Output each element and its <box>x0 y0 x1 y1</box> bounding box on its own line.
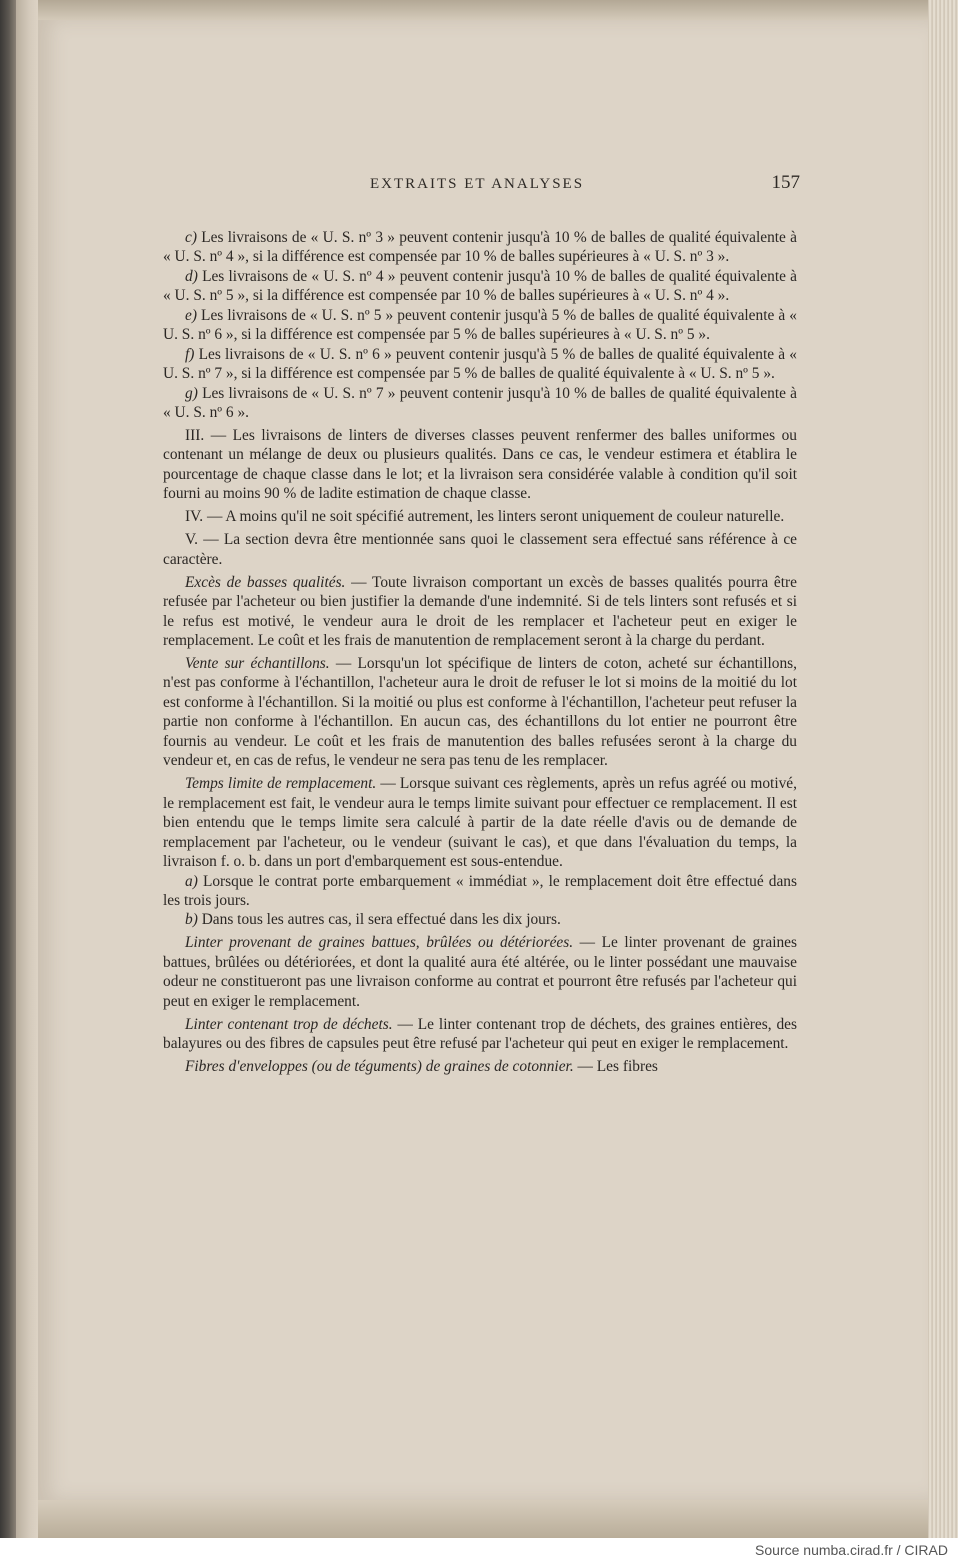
running-head <box>160 172 800 200</box>
book-gutter <box>0 0 16 1538</box>
paragraph-temps-b: b) Dans tous les autres cas, il sera effectué dans les dix jours. <box>185 911 561 929</box>
paragraph-vente: Vente sur échantillons. — Lorsqu'un lot spécifique de linters de coton, acheté sur échantillons, n'est pas conforme à l'échantillon, l'acheteur aura le droit de refuser le lot si moins de la moitié du lot est conforme à l'échantillon. Si la moitié ou plus est conforme à l'échantillon, l'acheteur peut refuser la partie non conforme à l'échantillon. En aucun cas, des échantillons du lot entier ne pourront être fournis au vendeur. Le coût et les frais de manutention des balles refusées seront à la charge du vendeur et, en cas de refus, le vendeur ne sera pas tenu de les remplacer. <box>163 655 797 770</box>
book-spine <box>16 0 38 1538</box>
paragraph-iii: III. — Les livraisons de linters de diverses classes peuvent renfermer des balles uniformes ou contenant un mélange de deux ou plusieurs qualités. Dans ce cas, le vendeur estimera et établira le pourcentage de chaque classe dans le lot; et la livraison sera considérée valable à condition qu'il soit fourni au moins 90 % de ladite estimation de chaque classe. <box>163 427 797 503</box>
paragraph-e: e) Les livraisons de « U. S. nº 5 » peuvent contenir jusqu'à 5 % de balles de qualité équivalente à « U. S. nº 6 », si la différence est compensée par 5 % de balles supérieures à « U. S. nº 5 ». <box>163 306 797 344</box>
paragraph-exces: Excès de basses qualités. — Toute livraison comportant un excès de basses qualités pourra être refusée par l'acheteur ou bien justifier la demande d'une indemnité. Si de tels linters sont refusés et si le refus est motivé, le vendeur aura le droit de les remplacer et l'acheteur peut en exiger le remplacement. Le coût et les frais de manutention de remplacement seront à la charge du perdant. <box>163 573 797 650</box>
paragraph-g: g) Les livraisons de « U. S. nº 7 » peuvent contenir jusqu'à 10 % de balles de qualité équivalente à « U. S. nº 6 ». <box>163 384 797 422</box>
running-title: EXTRAITS ET ANALYSES <box>370 176 585 192</box>
paragraph-fibres: Fibres d'enveloppes (ou de téguments) de graines de cotonnier. — Les fibres <box>185 1058 658 1076</box>
paragraph-iv: IV. — A moins qu'il ne soit spécifié autrement, les linters seront uniquement de couleur naturelle. <box>185 508 785 526</box>
page-bottom-edge <box>38 1500 958 1538</box>
page-stack-edges <box>928 0 958 1538</box>
paragraph-c: c) Les livraisons de « U. S. nº 3 » peuvent contenir jusqu'à 10 % de balles de qualité équivalente à « U. S. nº 4 », si la différence est compensée par 10 % de balles supérieures à « U. S. nº 3 ». <box>163 229 797 266</box>
paragraph-temps: Temps limite de remplacement. — Lorsque suivant ces règlements, après un refus agréé ou motivé, le remplacement est fait, le vendeur aura le temps limite suivant pour effectuer ce remplacement. Il est bien entendu que le temps limite sera calculé à partir de la date réelle d'avis ou de demande de remplacement par l'acheteur, ou le vendeur (suivant le cas), et que dans l'évaluation du temps, la livraison f. o. b. dans un port d'embarquement est sous-entendue. <box>163 775 797 871</box>
page-top-edge <box>38 0 958 22</box>
body-text <box>163 228 797 1077</box>
source-attribution: Source numba.cirad.fr / CIRAD <box>755 1542 948 1558</box>
paragraph-v: V. — La section devra être mentionnée sans quoi le classement sera effectué sans référence à ce caractère. <box>163 531 797 568</box>
paragraph-dechets: Linter contenant trop de déchets. — Le linter contenant trop de déchets, des graines entières, des balayures ou des fibres de capsules peut être refusé par l'acheteur qui peut en exiger le remplacement. <box>163 1015 797 1053</box>
paragraph-f: f) Les livraisons de « U. S. nº 6 » peuvent contenir jusqu'à 5 % de balles de qualité équivalente à « U. S. nº 7 », si la différence est compensée par 5 % de balles de qualité équivalente à « U. S. nº 5 ». <box>163 345 797 383</box>
paragraph-temps-a: a) Lorsque le contrat porte embarquement « immédiat », le remplacement doit être effectué dans les trois jours. <box>163 872 797 909</box>
page-number: 157 <box>771 172 800 193</box>
paragraph-graines: Linter provenant de graines battues, brûlées ou détériorées. — Le linter provenant de graines battues, brûlées ou détériorées, et dont la qualité aura été altérée, ou le linter possédant une mauvaise odeur ne constitueront pas une livraison conforme au contrat et pourront être refusés par l'acheteur qui peut en exiger le remplacement. <box>163 934 797 1010</box>
paragraph-d: d) Les livraisons de « U. S. nº 4 » peuvent contenir jusqu'à 10 % de balles de qualité équivalente à « U. S. nº 5 », si la différence est compensée par 10 % de balles supérieures à « U. S. nº 4 ». <box>163 267 797 305</box>
